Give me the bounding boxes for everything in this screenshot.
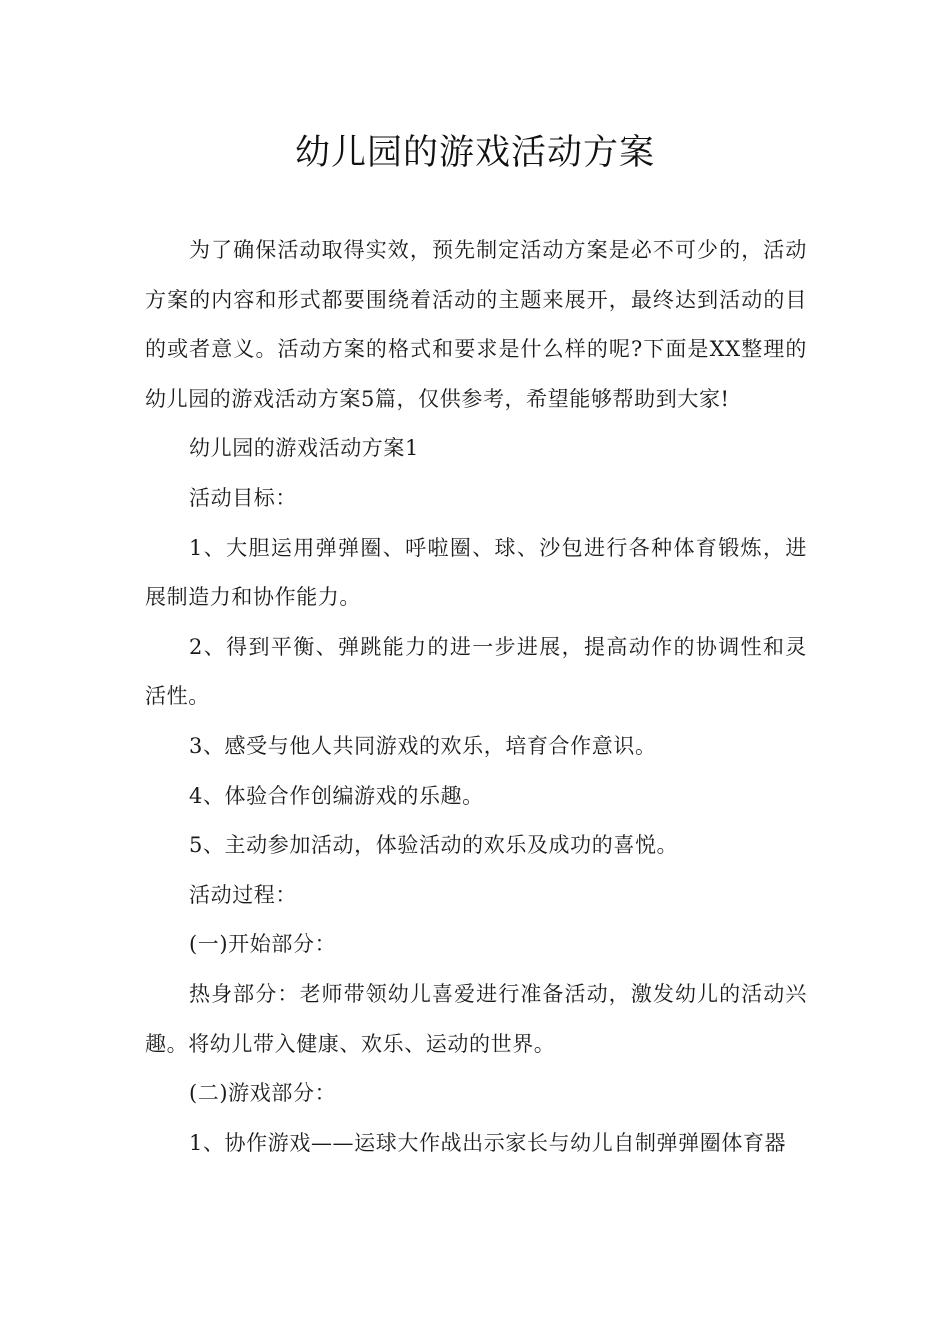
body-paragraph: 热身部分：老师带领幼儿喜爱进行准备活动，激发幼儿的活动兴趣。将幼儿带入健康、欢乐、运动的世界。 xyxy=(145,981,807,1056)
list-item: 2、得到平衡、弹跳能力的进一步进展，提高动作的协调性和灵活性。 xyxy=(145,634,807,709)
subsection-heading: (二)游戏部分： xyxy=(189,1081,337,1106)
subsection-heading: (一)开始部分： xyxy=(189,932,337,957)
section-heading: 幼儿园的游戏活动方案1 xyxy=(189,436,419,461)
intro-paragraph: 为了确保活动取得实效，预先制定活动方案是必不可少的，活动方案的内容和形式都要围绕着活动的主题来展开，最终达到活动的目的或者意义。活动方案的格式和要求是什么样的呢?下面是XX整理的幼儿园的游戏活动方案5篇，仅供参考，希望能够帮助到大家! xyxy=(145,238,807,411)
subsection-heading: 活动过程： xyxy=(189,882,297,907)
document-title: 幼儿园的游戏活动方案 xyxy=(294,133,655,173)
list-item: 3、感受与他人共同游戏的欢乐，培育合作意识。 xyxy=(189,733,657,758)
document-body xyxy=(145,226,807,1168)
list-item: 1、协作游戏——运球大作战出示家长与幼儿自制弹弹圈体育器 xyxy=(189,1130,787,1155)
list-item: 1、大胆运用弹弹圈、呼啦圈、球、沙包进行各种体育锻炼，进展制造力和协作能力。 xyxy=(145,535,807,610)
list-item: 5、主动参加活动，体验活动的欢乐及成功的喜悦。 xyxy=(189,833,679,858)
subsection-heading: 活动目标： xyxy=(189,485,297,510)
list-item: 4、体验合作创编游戏的乐趣。 xyxy=(189,783,484,808)
